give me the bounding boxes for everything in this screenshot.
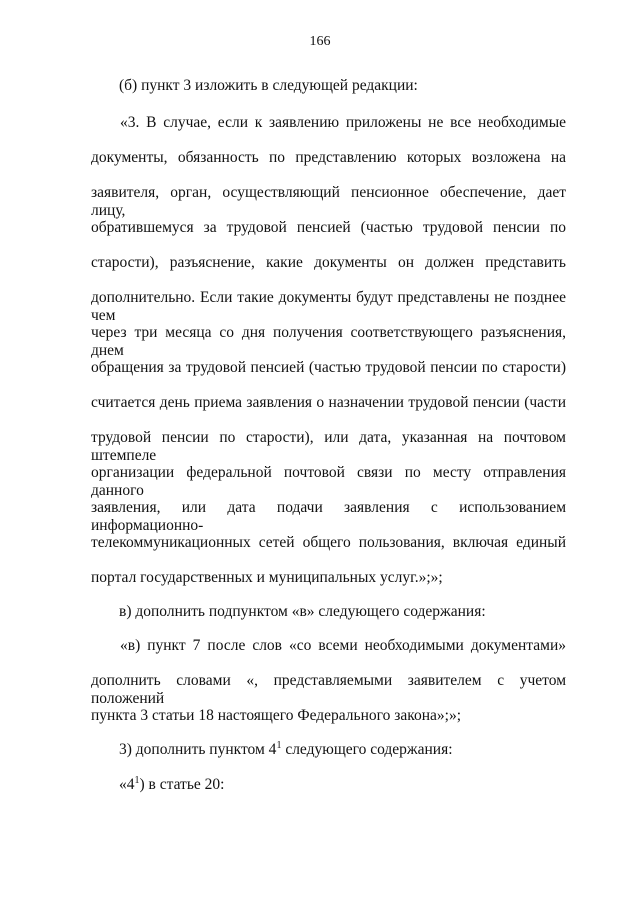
item-3-suffix: следующего содержания: xyxy=(281,741,453,758)
item-3-paragraph xyxy=(119,741,453,759)
item-3-superscript: 1 xyxy=(276,739,282,751)
quote3-line-13: телекоммуникационных сетей общего пользования, включая единый xyxy=(91,534,566,551)
item-4-1-superscript: 1 xyxy=(134,774,140,786)
quote3-line-5: старости), разъяснение, какие документы он должен представить xyxy=(91,254,566,271)
item-b-intro: (б) пункт 3 изложить в следующей редакции: xyxy=(119,77,418,94)
quote3-line-7: через три месяца со дня получения соответствующего разъяснения, днем xyxy=(91,324,566,359)
quote-v-line-3: пункта 3 статьи 18 настоящего Федерального закона»;»; xyxy=(91,707,462,724)
page-number: 166 xyxy=(309,34,331,49)
item-v-intro: в) дополнить подпунктом «в» следующего содержания: xyxy=(119,603,486,620)
quote3-line-8: обращения за трудовой пенсией (частью трудовой пенсии по старости) xyxy=(91,359,566,376)
quote3-line-14: портал государственных и муниципальных услуг.»;»; xyxy=(91,569,443,586)
quote3-line-10: трудовой пенсии по старости), или дата, указанная на почтовом штемпеле xyxy=(91,429,566,464)
item-4-1-paragraph xyxy=(119,776,224,794)
quote3-line-4: обратившемуся за трудовой пенсией (частью трудовой пенсии по xyxy=(91,219,566,236)
quote3-line-6: дополнительно. Если такие документы будут представлены не позднее чем xyxy=(91,289,566,324)
item-3-prefix: 3) дополнить пунктом 4 xyxy=(119,741,277,758)
quote3-line-1: «3. В случае, если к заявлению приложены не все необходимые xyxy=(120,114,566,131)
item-4-1-suffix: ) в статье 20: xyxy=(139,776,225,793)
quote3-line-3: заявителя, орган, осуществляющий пенсионное обеспечение, дает лицу, xyxy=(91,184,566,219)
quote-v-line-1: «в) пункт 7 после слов «со всеми необходимыми документами» xyxy=(120,637,566,654)
quote3-line-2: документы, обязанность по представлению которых возложена на xyxy=(91,149,566,166)
quote3-line-12: заявления, или дата подачи заявления с использованием информационно- xyxy=(91,499,566,534)
item-4-1-prefix: «4 xyxy=(119,776,135,793)
quote-v-line-2: дополнить словами «, представляемыми заявителем с учетом положений xyxy=(91,672,566,707)
quote3-line-11: организации федеральной почтовой связи по месту отправления данного xyxy=(91,464,566,499)
quote3-line-9: считается день приема заявления о назначении трудовой пенсии (части xyxy=(91,394,566,411)
